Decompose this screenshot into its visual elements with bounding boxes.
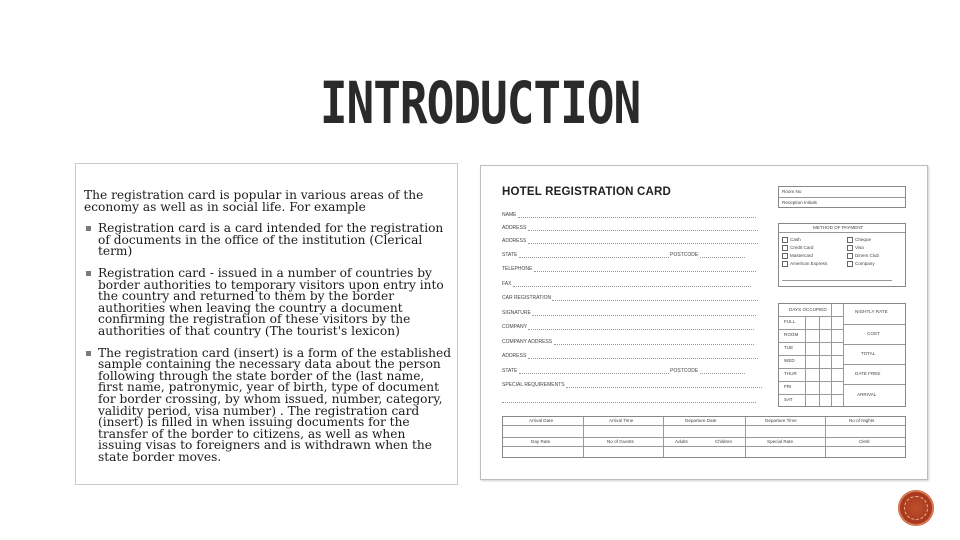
intro-paragraph: The registration card is popular in various areas of the economy as well as in social life. For example bbox=[84, 188, 424, 214]
card-field: ADDRESS bbox=[502, 238, 758, 244]
card-field: ADDRESS bbox=[502, 353, 758, 359]
bullet-item: The registration card (insert) is a form of the established sample containing the necessary data about the person following through the state border of the (last name, first name, patronymic, year of birth, type of document for border crossing, by whom issued, number, category, validity period, visa number) . The registration card (insert) is filled in when issuing documents for the transfer of the border to citizens, as well as when issuing visas to foreigners and is withdrawn when the state border moves. bbox=[84, 348, 451, 464]
bullet-item: Registration card is a card intended for the registration of documents in the office of the institution (Clerical term) bbox=[84, 223, 451, 258]
card-field: NAME bbox=[502, 212, 756, 218]
registration-card-image bbox=[480, 165, 928, 480]
card-field: ADDRESS bbox=[502, 225, 758, 231]
card-field bbox=[502, 397, 756, 403]
card-field: SPECIAL REQUIREMENTS bbox=[502, 382, 762, 388]
card-field: STATE POSTCODE bbox=[502, 368, 745, 374]
card-field: STATE POSTCODE bbox=[502, 252, 745, 258]
days-occupied-grid: DAYS OCCUPIED FULL ROOM TUE WED THUR FRI SAT NIGHTLY RATE COST TOTAL DATE FREE ARRIVAL bbox=[778, 303, 906, 407]
bullet-list bbox=[84, 223, 451, 463]
page-title: INTRODUCTION bbox=[319, 69, 641, 137]
seal-logo bbox=[898, 490, 934, 526]
payment-box: METHOD OF PAYMENT Cash Cheque Credit Card Visa Mastercard Diners Club American Express Company bbox=[778, 223, 906, 287]
card-title: HOTEL REGISTRATION CARD bbox=[502, 186, 672, 198]
card-field: SIGNATURE bbox=[502, 310, 756, 316]
card-field: CAR REGISTRATION bbox=[502, 295, 758, 301]
bottom-table: Arrival Date Arrival Time Departure Date Departure Time No of Nights Day Rate No of Guests Adults Children Special Rate Clerk bbox=[502, 416, 906, 458]
card-field: TELEPHONE bbox=[502, 266, 756, 272]
card-field: COMPANY ADDRESS bbox=[502, 339, 754, 345]
text-box bbox=[75, 163, 458, 485]
bullet-item: Registration card - issued in a number of countries by border authorities to temporary visitors upon entry into the country and returned to them by the border authorities when leaving the country a document confirming the registration of these visitors by the authorities of that country (The tourist's lexicon) bbox=[84, 268, 451, 338]
registration-card bbox=[481, 166, 927, 479]
card-field: COMPANY bbox=[502, 324, 754, 330]
room-box: Room No Reception Initials bbox=[778, 186, 906, 208]
card-field: FAX bbox=[502, 281, 751, 287]
